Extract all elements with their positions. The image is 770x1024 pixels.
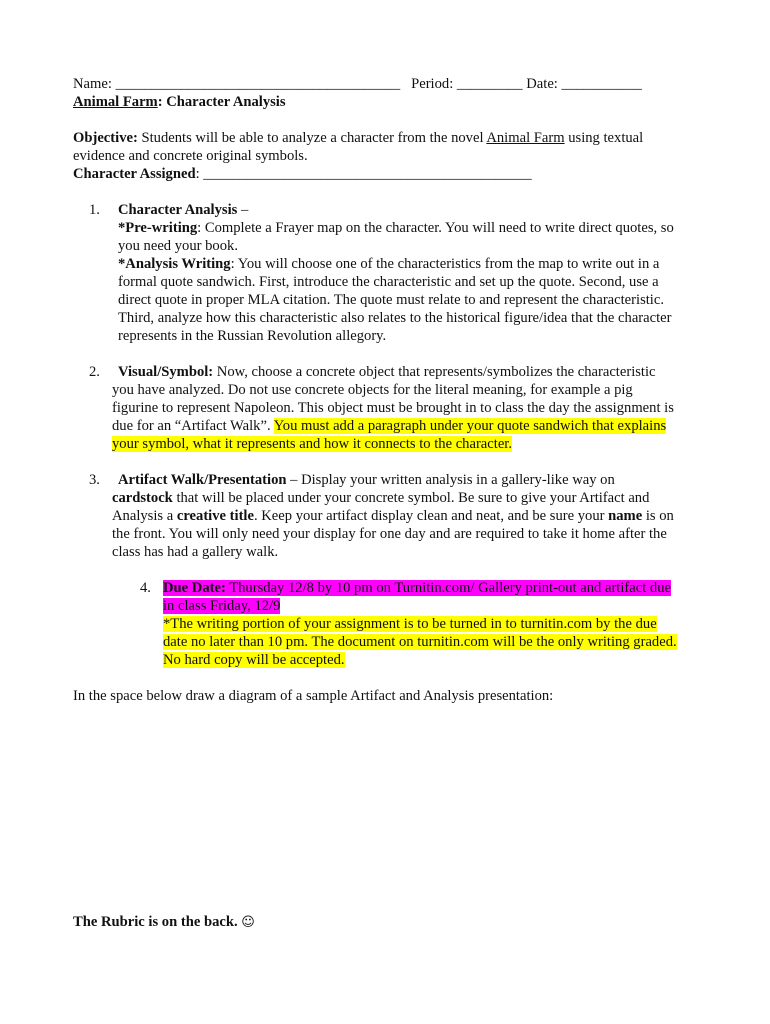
due-date-label: Due Date:: [163, 580, 226, 596]
item-2-line-2: you have analyzed. Do not use concrete objects for the literal meaning, for example a pig: [112, 382, 633, 398]
item-3-line-1: [112, 471, 703, 489]
note-line-2: [163, 633, 703, 651]
item-3-line-2: [112, 489, 703, 507]
item-1-title: Character Analysis: [118, 202, 238, 218]
document-page: [73, 75, 703, 932]
list-item-due-date: [73, 579, 703, 669]
note-text-2: date no later than 10 pm. The document on turnitin.com will be the only writing graded.: [163, 634, 677, 650]
item-3-line-3: [112, 507, 703, 525]
analysis-line-2: formal quote sandwich. First, introduce the characteristic and set up the quote. Second, use a: [118, 274, 659, 290]
list-number: 2.: [89, 364, 100, 380]
name-label: Name:: [73, 76, 112, 92]
objective-line-2: evidence and concrete original symbols.: [73, 148, 308, 164]
item-3-line-5: class has had a gallery walk.: [112, 544, 279, 560]
prewriting-text: : Complete a Frayer map on the character. You will need to write direct quotes, so: [197, 220, 674, 236]
diagram-prompt: In the space below draw a diagram of a sample Artifact and Analysis presentation:: [73, 688, 554, 704]
objective-label: Objective:: [73, 130, 138, 146]
period-label: Period:: [411, 76, 454, 92]
prewriting-line-1: [118, 219, 703, 237]
item-2-line-4: [112, 417, 703, 435]
item-3-text-3c: is on: [642, 508, 674, 524]
title-rest: : Character Analysis: [157, 94, 286, 110]
list-item-artifact-walk: [73, 471, 703, 561]
list-number: 1.: [89, 202, 100, 218]
note-line-1: [163, 615, 703, 633]
smiley-icon: ☺: [241, 915, 255, 930]
document-title: [73, 93, 703, 111]
character-assigned-blank: : _____________________________________________: [195, 166, 532, 182]
analysis-text: : You will choose one of the characteristics from the map to write out in a: [230, 256, 660, 272]
item-1-title-line: [112, 201, 703, 219]
item-2-line-1: [112, 363, 703, 381]
due-date-text-2: in class Friday, 12/9: [163, 598, 281, 614]
objective-book: Animal Farm: [486, 130, 565, 146]
date-label: Date:: [526, 76, 558, 92]
item-2-line-3: figurine to represent Napoleon. This object must be brought in to class the day the assignment is: [112, 400, 674, 416]
item-3-text-3a: Analysis a: [112, 508, 177, 524]
item-2-text-plain: due for an “Artifact Walk”.: [112, 418, 274, 434]
item-3-title: Artifact Walk/Presentation: [118, 472, 287, 488]
item-3-text: – Display your written analysis in a gallery-like way on: [286, 472, 615, 488]
analysis-label: *Analysis Writing: [118, 256, 231, 272]
name-emphasis: name: [608, 508, 643, 524]
header-line: [73, 75, 703, 93]
item-3-line-4: the front. You will only need your display for one day and are required to take it home after the: [112, 526, 667, 542]
note-line-3: [163, 651, 703, 669]
item-2-line-5: [112, 435, 703, 453]
creative-title-emphasis: creative title: [176, 508, 254, 524]
character-assigned-label: Character Assigned: [73, 166, 196, 182]
list-number: 4.: [140, 580, 151, 596]
prewriting-label: *Pre-writing: [118, 220, 198, 236]
rubric-note: [73, 913, 703, 932]
due-line-1: [163, 579, 703, 597]
note-text-1: *The writing portion of your assignment is to be turned in to turnitin.com by the due: [163, 616, 657, 632]
item-3-text-3b: . Keep your artifact display clean and neat, and be sure your: [253, 508, 609, 524]
rubric-text: The Rubric is on the back.: [73, 914, 242, 930]
due-date-text: Thursday 12/8 by 10 pm on Turnitin.com/ Gallery print-out and artifact due: [225, 580, 672, 596]
name-blank: _______________________________________: [115, 76, 401, 92]
note-text-3: No hard copy will be accepted.: [163, 652, 345, 668]
analysis-line-4: Third, analyze how this characteristic also relates to the historical figure/idea that the character: [118, 310, 672, 326]
item-3-text-2: that will be placed under your concrete symbol. Be sure to give your Artifact and: [172, 490, 650, 506]
analysis-line-1: [118, 255, 703, 273]
date-blank: ___________: [561, 76, 642, 92]
period-blank: _________: [456, 76, 523, 92]
title-book: Animal Farm: [73, 94, 158, 110]
item-1-title-suffix: –: [237, 202, 249, 218]
list-item-visual-symbol: [73, 363, 703, 453]
cardstock-emphasis: cardstock: [112, 490, 173, 506]
item-2-highlight-2: your symbol, what it represents and how it connects to the character.: [112, 436, 512, 452]
diagram-drawing-space: [73, 705, 703, 913]
objective-text: Students will be able to analyze a character from the novel: [137, 130, 487, 146]
analysis-line-3: direct quote in proper MLA citation. The quote must relate to and represent the characteristic.: [118, 292, 664, 308]
item-2-highlight-1: You must add a paragraph under your quote sandwich that explains: [273, 418, 667, 434]
item-2-title: Visual/Symbol:: [118, 364, 214, 380]
prewriting-line-2: you need your book.: [118, 238, 238, 254]
list-number: 3.: [89, 472, 100, 488]
analysis-line-5: represents in the Russian Revolution allegory.: [118, 328, 387, 344]
objective-line-1: [73, 129, 703, 147]
item-2-text: Now, choose a concrete object that represents/symbolizes the characteristic: [213, 364, 656, 380]
list-item-character-analysis: [73, 201, 703, 345]
objective-text-after: using textual: [564, 130, 644, 146]
due-line-2: [163, 597, 703, 615]
character-assigned: [73, 165, 703, 183]
